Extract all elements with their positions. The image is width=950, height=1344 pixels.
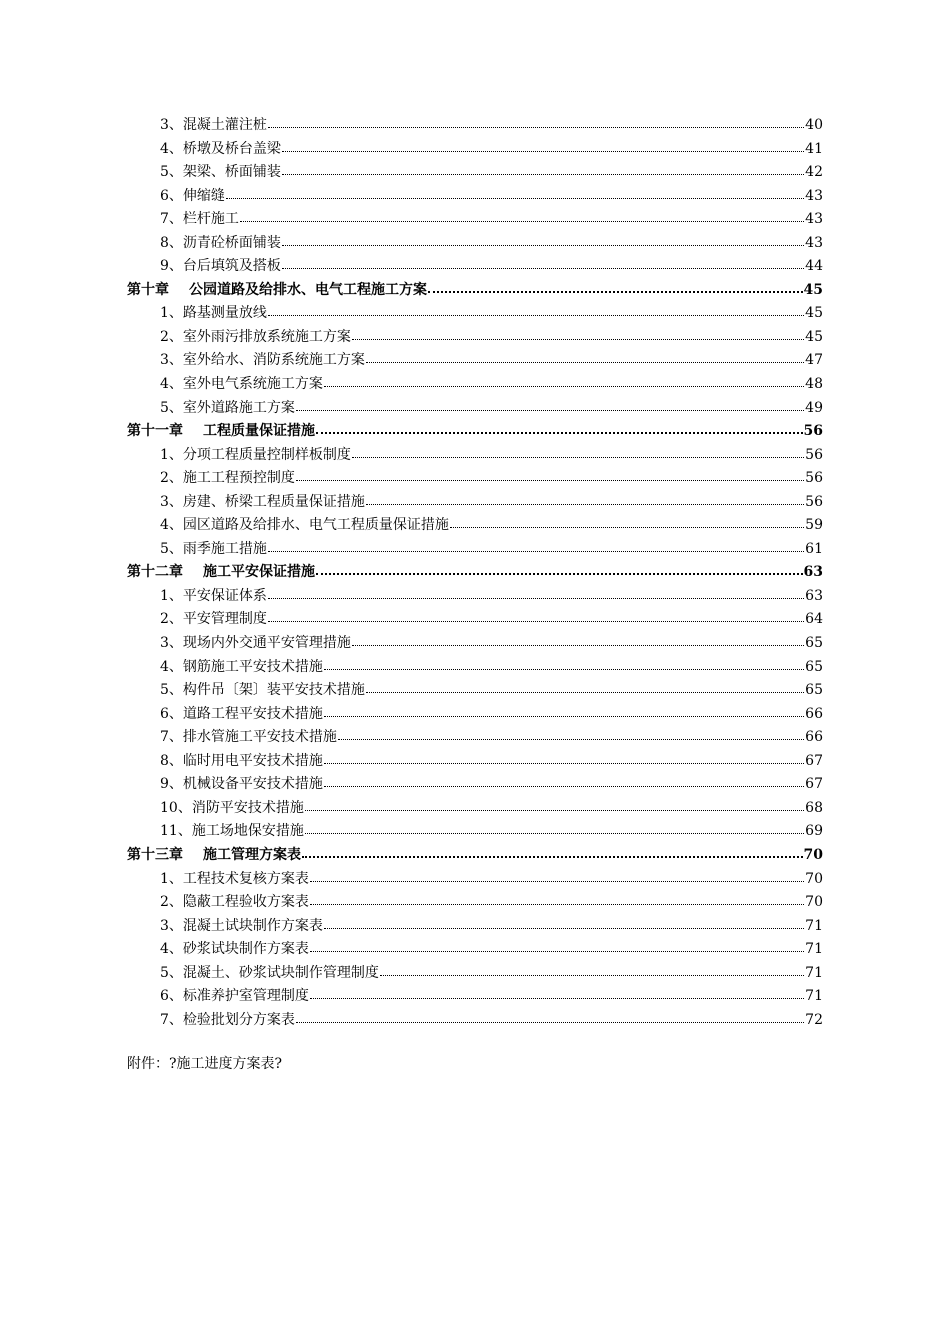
toc-dot-leader xyxy=(282,139,804,153)
toc-page-number: 40 xyxy=(805,117,823,133)
toc-section-title: 3、现场内外交通平安管理措施 xyxy=(160,635,351,652)
toc-page-number: 66 xyxy=(805,705,823,722)
toc-section-title: 9、台后填筑及搭板 xyxy=(160,258,281,275)
toc-dot-leader xyxy=(450,515,804,529)
toc-section-entry[interactable] xyxy=(127,467,823,491)
toc-dot-leader xyxy=(324,704,804,718)
toc-dot-leader xyxy=(310,869,804,883)
toc-section-title: 4、钢筋施工平安技术措施 xyxy=(160,658,323,675)
toc-dot-leader xyxy=(226,186,804,200)
toc-section-title: 9、机械设备平安技术措施 xyxy=(160,776,323,793)
toc-section-title: 2、室外雨污排放系统施工方案 xyxy=(160,328,351,345)
table-of-contents xyxy=(127,114,823,1032)
toc-page-number: 64 xyxy=(805,611,823,628)
toc-page-number: 45 xyxy=(803,281,823,298)
toc-chapter-title xyxy=(127,420,315,444)
toc-section-entry[interactable] xyxy=(127,538,823,562)
toc-page-number: 42 xyxy=(805,164,823,181)
toc-page-number: 72 xyxy=(805,1011,823,1028)
toc-section-title: 10、消防平安技术措施 xyxy=(160,799,304,816)
toc-dot-leader xyxy=(324,774,804,788)
toc-page-number: 61 xyxy=(805,540,823,557)
toc-page-number: 63 xyxy=(803,564,823,581)
toc-section-title: 3、混凝土灌注桩 xyxy=(160,117,267,133)
toc-page-number: 71 xyxy=(805,988,823,1005)
toc-section-entry[interactable] xyxy=(127,679,823,703)
toc-section-title: 11、施工场地保安措施 xyxy=(160,823,304,840)
toc-section-entry[interactable] xyxy=(127,868,823,892)
toc-page-number: 65 xyxy=(805,635,823,652)
toc-section-title: 7、检验批划分方案表 xyxy=(160,1011,295,1028)
toc-dot-leader xyxy=(302,845,803,859)
toc-section-entry[interactable] xyxy=(127,820,823,844)
toc-dot-leader xyxy=(282,233,804,247)
toc-page-number: 71 xyxy=(805,941,823,958)
toc-page-number: 67 xyxy=(805,752,823,769)
toc-chapter-entry[interactable] xyxy=(127,844,823,868)
toc-page-number: 70 xyxy=(805,870,823,887)
toc-page-number: 56 xyxy=(805,493,823,510)
toc-page-number: 45 xyxy=(805,328,823,345)
toc-dot-leader xyxy=(296,1010,804,1024)
toc-page-number: 41 xyxy=(805,140,823,157)
toc-section-entry[interactable] xyxy=(127,232,823,256)
attachment-note: 附件：?施工进度方案表? xyxy=(127,1056,283,1072)
toc-chapter-title xyxy=(127,844,301,868)
toc-dot-leader xyxy=(324,751,804,765)
toc-dot-leader xyxy=(305,821,804,835)
toc-section-title: 2、施工工程预控制度 xyxy=(160,470,295,487)
toc-dot-leader xyxy=(324,374,804,388)
toc-chapter-number: 第十二章 xyxy=(127,564,183,581)
toc-section-entry[interactable] xyxy=(127,349,823,373)
toc-page-number: 45 xyxy=(805,305,823,322)
toc-page-number: 56 xyxy=(803,423,823,440)
toc-section-entry[interactable] xyxy=(127,915,823,939)
toc-section-title: 6、道路工程平安技术措施 xyxy=(160,705,323,722)
toc-section-title: 4、砂浆试块制作方案表 xyxy=(160,941,309,958)
toc-page-number: 63 xyxy=(805,587,823,604)
toc-section-entry[interactable] xyxy=(127,185,823,209)
toc-chapter-name: 施工平安保证措施 xyxy=(203,564,315,581)
toc-page-number: 71 xyxy=(805,964,823,981)
toc-page-number: 49 xyxy=(805,399,823,416)
toc-dot-leader xyxy=(305,798,804,812)
toc-section-entry[interactable] xyxy=(127,444,823,468)
toc-section-title: 8、沥青砼桥面铺装 xyxy=(160,234,281,251)
toc-dot-leader xyxy=(366,350,804,364)
toc-page-number: 65 xyxy=(805,682,823,699)
toc-dot-leader xyxy=(268,586,804,600)
toc-page-number: 48 xyxy=(805,376,823,393)
toc-chapter-entry[interactable] xyxy=(127,561,823,585)
toc-section-title: 6、标准养护室管理制度 xyxy=(160,988,309,1005)
toc-section-title: 3、室外给水、消防系统施工方案 xyxy=(160,352,365,369)
toc-dot-leader xyxy=(296,468,804,482)
toc-section-title: 2、隐蔽工程验收方案表 xyxy=(160,894,309,911)
toc-page-number: 59 xyxy=(805,517,823,534)
toc-section-title: 5、架梁、桥面铺装 xyxy=(160,164,281,181)
toc-dot-leader xyxy=(428,280,803,294)
toc-section-title: 2、平安管理制度 xyxy=(160,611,267,628)
toc-dot-leader xyxy=(310,939,804,953)
toc-dot-leader xyxy=(310,986,804,1000)
toc-section-entry[interactable] xyxy=(127,373,823,397)
toc-dot-leader xyxy=(366,680,804,694)
toc-section-entry[interactable] xyxy=(127,985,823,1009)
toc-dot-leader xyxy=(352,633,804,647)
toc-dot-leader xyxy=(268,303,804,317)
toc-page-number: 65 xyxy=(805,658,823,675)
toc-section-entry[interactable] xyxy=(127,608,823,632)
toc-section-title: 7、排水管施工平安技术措施 xyxy=(160,729,337,746)
toc-section-title: 1、分项工程质量控制样板制度 xyxy=(160,446,351,463)
toc-page-number: 43 xyxy=(805,187,823,204)
toc-page-number: 71 xyxy=(805,917,823,934)
toc-section-title: 8、临时用电平安技术措施 xyxy=(160,752,323,769)
toc-section-entry[interactable] xyxy=(127,891,823,915)
toc-dot-leader xyxy=(240,209,804,223)
toc-page-number: 43 xyxy=(805,234,823,251)
toc-page-number: 66 xyxy=(805,729,823,746)
toc-section-entry[interactable] xyxy=(127,938,823,962)
toc-chapter-number: 第十三章 xyxy=(127,846,183,863)
toc-dot-leader xyxy=(324,916,804,930)
toc-section-entry[interactable] xyxy=(127,773,823,797)
toc-dot-leader xyxy=(380,963,804,977)
toc-dot-leader xyxy=(316,421,803,435)
toc-section-entry[interactable] xyxy=(127,208,823,232)
toc-page-number: 47 xyxy=(805,352,823,369)
toc-dot-leader xyxy=(268,115,804,129)
toc-page-number: 56 xyxy=(805,446,823,463)
toc-dot-leader xyxy=(296,398,804,412)
toc-section-title: 1、路基测量放线 xyxy=(160,305,267,322)
toc-section-title: 6、伸缩缝 xyxy=(160,187,225,204)
toc-chapter-entry[interactable] xyxy=(127,420,823,444)
toc-page-number: 70 xyxy=(803,846,823,863)
toc-section-entry[interactable] xyxy=(127,1009,823,1033)
toc-section-title: 1、工程技术复核方案表 xyxy=(160,870,309,887)
toc-dot-leader xyxy=(310,892,804,906)
toc-dot-leader xyxy=(268,539,804,553)
toc-dot-leader xyxy=(352,327,804,341)
toc-chapter-name: 施工管理方案表 xyxy=(203,846,301,863)
toc-section-entry[interactable] xyxy=(127,397,823,421)
toc-section-entry[interactable] xyxy=(127,656,823,680)
toc-section-title: 5、构件吊〔架〕装平安技术措施 xyxy=(160,682,365,699)
toc-dot-leader xyxy=(324,657,804,671)
toc-page-number: 44 xyxy=(805,258,823,275)
toc-section-entry[interactable] xyxy=(127,750,823,774)
toc-section-entry[interactable] xyxy=(127,491,823,515)
toc-section-entry[interactable] xyxy=(127,302,823,326)
toc-section-title: 1、平安保证体系 xyxy=(160,587,267,604)
toc-section-title: 4、室外电气系统施工方案 xyxy=(160,376,323,393)
toc-section-entry[interactable] xyxy=(127,632,823,656)
toc-dot-leader xyxy=(282,162,804,176)
toc-section-entry[interactable] xyxy=(127,161,823,185)
toc-section-title: 5、雨季施工措施 xyxy=(160,540,267,557)
toc-chapter-number: 第十一章 xyxy=(127,423,183,440)
toc-section-entry[interactable] xyxy=(127,326,823,350)
toc-section-entry[interactable] xyxy=(127,138,823,162)
toc-section-entry[interactable] xyxy=(127,585,823,609)
toc-chapter-number: 第十章 xyxy=(127,281,169,298)
toc-section-entry[interactable] xyxy=(127,514,823,538)
toc-dot-leader xyxy=(366,492,804,506)
toc-section-entry[interactable] xyxy=(127,962,823,986)
toc-section-title: 7、栏杆施工 xyxy=(160,211,239,228)
toc-dot-leader xyxy=(338,727,804,741)
toc-section-entry[interactable] xyxy=(127,114,823,138)
toc-chapter-name: 工程质量保证措施 xyxy=(203,423,315,440)
toc-page-number: 69 xyxy=(805,823,823,840)
toc-chapter-title xyxy=(127,561,315,585)
toc-page-number: 70 xyxy=(805,894,823,911)
toc-section-entry[interactable] xyxy=(127,797,823,821)
toc-section-title: 5、混凝土、砂浆试块制作管理制度 xyxy=(160,964,379,981)
toc-page-number: 67 xyxy=(805,776,823,793)
toc-dot-leader xyxy=(316,562,803,576)
toc-chapter-entry[interactable] xyxy=(127,279,823,303)
toc-page-number: 68 xyxy=(805,799,823,816)
toc-section-entry[interactable] xyxy=(127,726,823,750)
toc-chapter-title xyxy=(127,279,427,303)
toc-section-entry[interactable] xyxy=(127,703,823,727)
toc-page-number: 56 xyxy=(805,470,823,487)
toc-section-title: 4、园区道路及给排水、电气工程质量保证措施 xyxy=(160,517,449,534)
toc-section-title: 3、房建、桥梁工程质量保证措施 xyxy=(160,493,365,510)
toc-section-entry[interactable] xyxy=(127,255,823,279)
toc-section-title: 3、混凝土试块制作方案表 xyxy=(160,917,323,934)
toc-section-title: 5、室外道路施工方案 xyxy=(160,399,295,416)
toc-dot-leader xyxy=(268,609,804,623)
toc-dot-leader xyxy=(352,445,804,459)
toc-section-title: 4、桥墩及桥台盖梁 xyxy=(160,140,281,157)
toc-page-number: 43 xyxy=(805,211,823,228)
toc-chapter-name: 公园道路及给排水、电气工程施工方案 xyxy=(189,281,427,298)
toc-dot-leader xyxy=(282,256,804,270)
